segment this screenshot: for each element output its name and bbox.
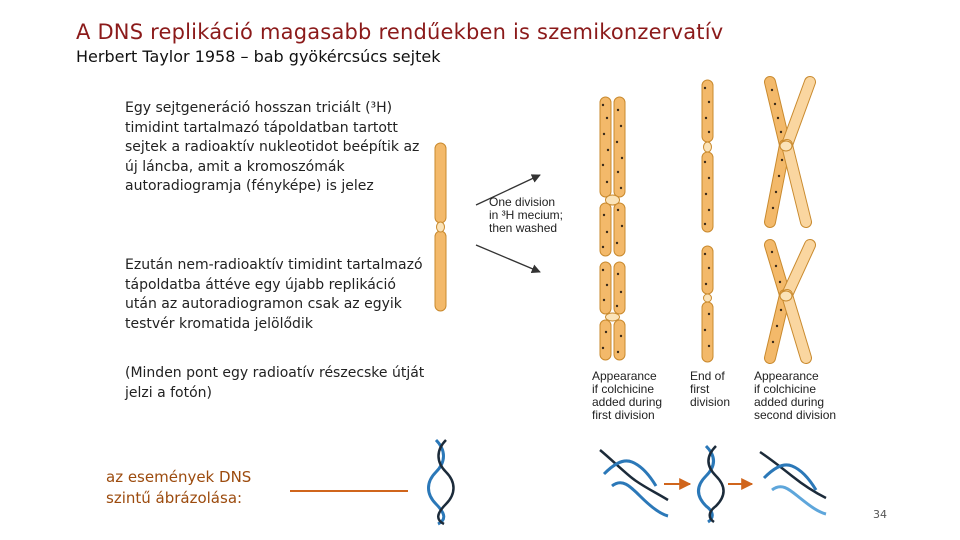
- paragraph-second-replication: Ezután nem-radioaktív timidint tartalmazó tápoldatba áttéve egy újabb replikáció után az autoradiogramon csak az egyik testvér kromatida jelölődik: [125, 257, 423, 332]
- chromosome-pair-first-division-lower: [600, 262, 625, 360]
- chromosome-end-first-division-lower: [702, 246, 713, 362]
- dna-helix-second-division: [760, 452, 826, 514]
- label-second-division: Appearance if colchicine added during second division: [754, 369, 837, 422]
- chromosome-end-first-division-upper: [702, 80, 713, 232]
- chromosome-second-division-lower: [770, 245, 810, 358]
- chromosome-second-division-upper: [770, 82, 810, 222]
- label-one-division: One division in ³H mecium; then washed: [489, 195, 564, 235]
- chromosome-pair-first-division-upper: [600, 97, 625, 256]
- page-number: 34: [873, 508, 887, 521]
- slide-subtitle: Herbert Taylor 1958 – bab gyökércsúcs sejtek: [76, 47, 441, 66]
- dna-level-caption: az események DNS szintű ábrázolása:: [106, 468, 252, 507]
- label-end-first-division: End of first division: [690, 369, 731, 409]
- dna-helix-initial: [429, 440, 454, 524]
- paragraph-dot-note: (Minden pont egy radioatív részecske útját jelzi a fotón): [125, 365, 425, 401]
- arrow-to-labeled-lower: [476, 245, 540, 272]
- chromosome-unlabeled: [435, 143, 446, 311]
- label-first-division: Appearance if colchicine added during first division: [592, 369, 663, 422]
- slide-title: A DNS replikáció magasabb rendűekben is szemikonzervatív: [76, 20, 724, 44]
- dna-helix-end-first-division: [699, 446, 724, 522]
- paragraph-first-generation: Egy sejtgeneráció hosszan triciált (³H) timidint tartalmazó tápoldatban tartott sejtek a radioaktív nukleotidot beépítik az új láncba, amit a kromoszómák autoradiogramja (fényképe) is jelez: [125, 100, 420, 195]
- dna-helix-replicating: [600, 450, 668, 516]
